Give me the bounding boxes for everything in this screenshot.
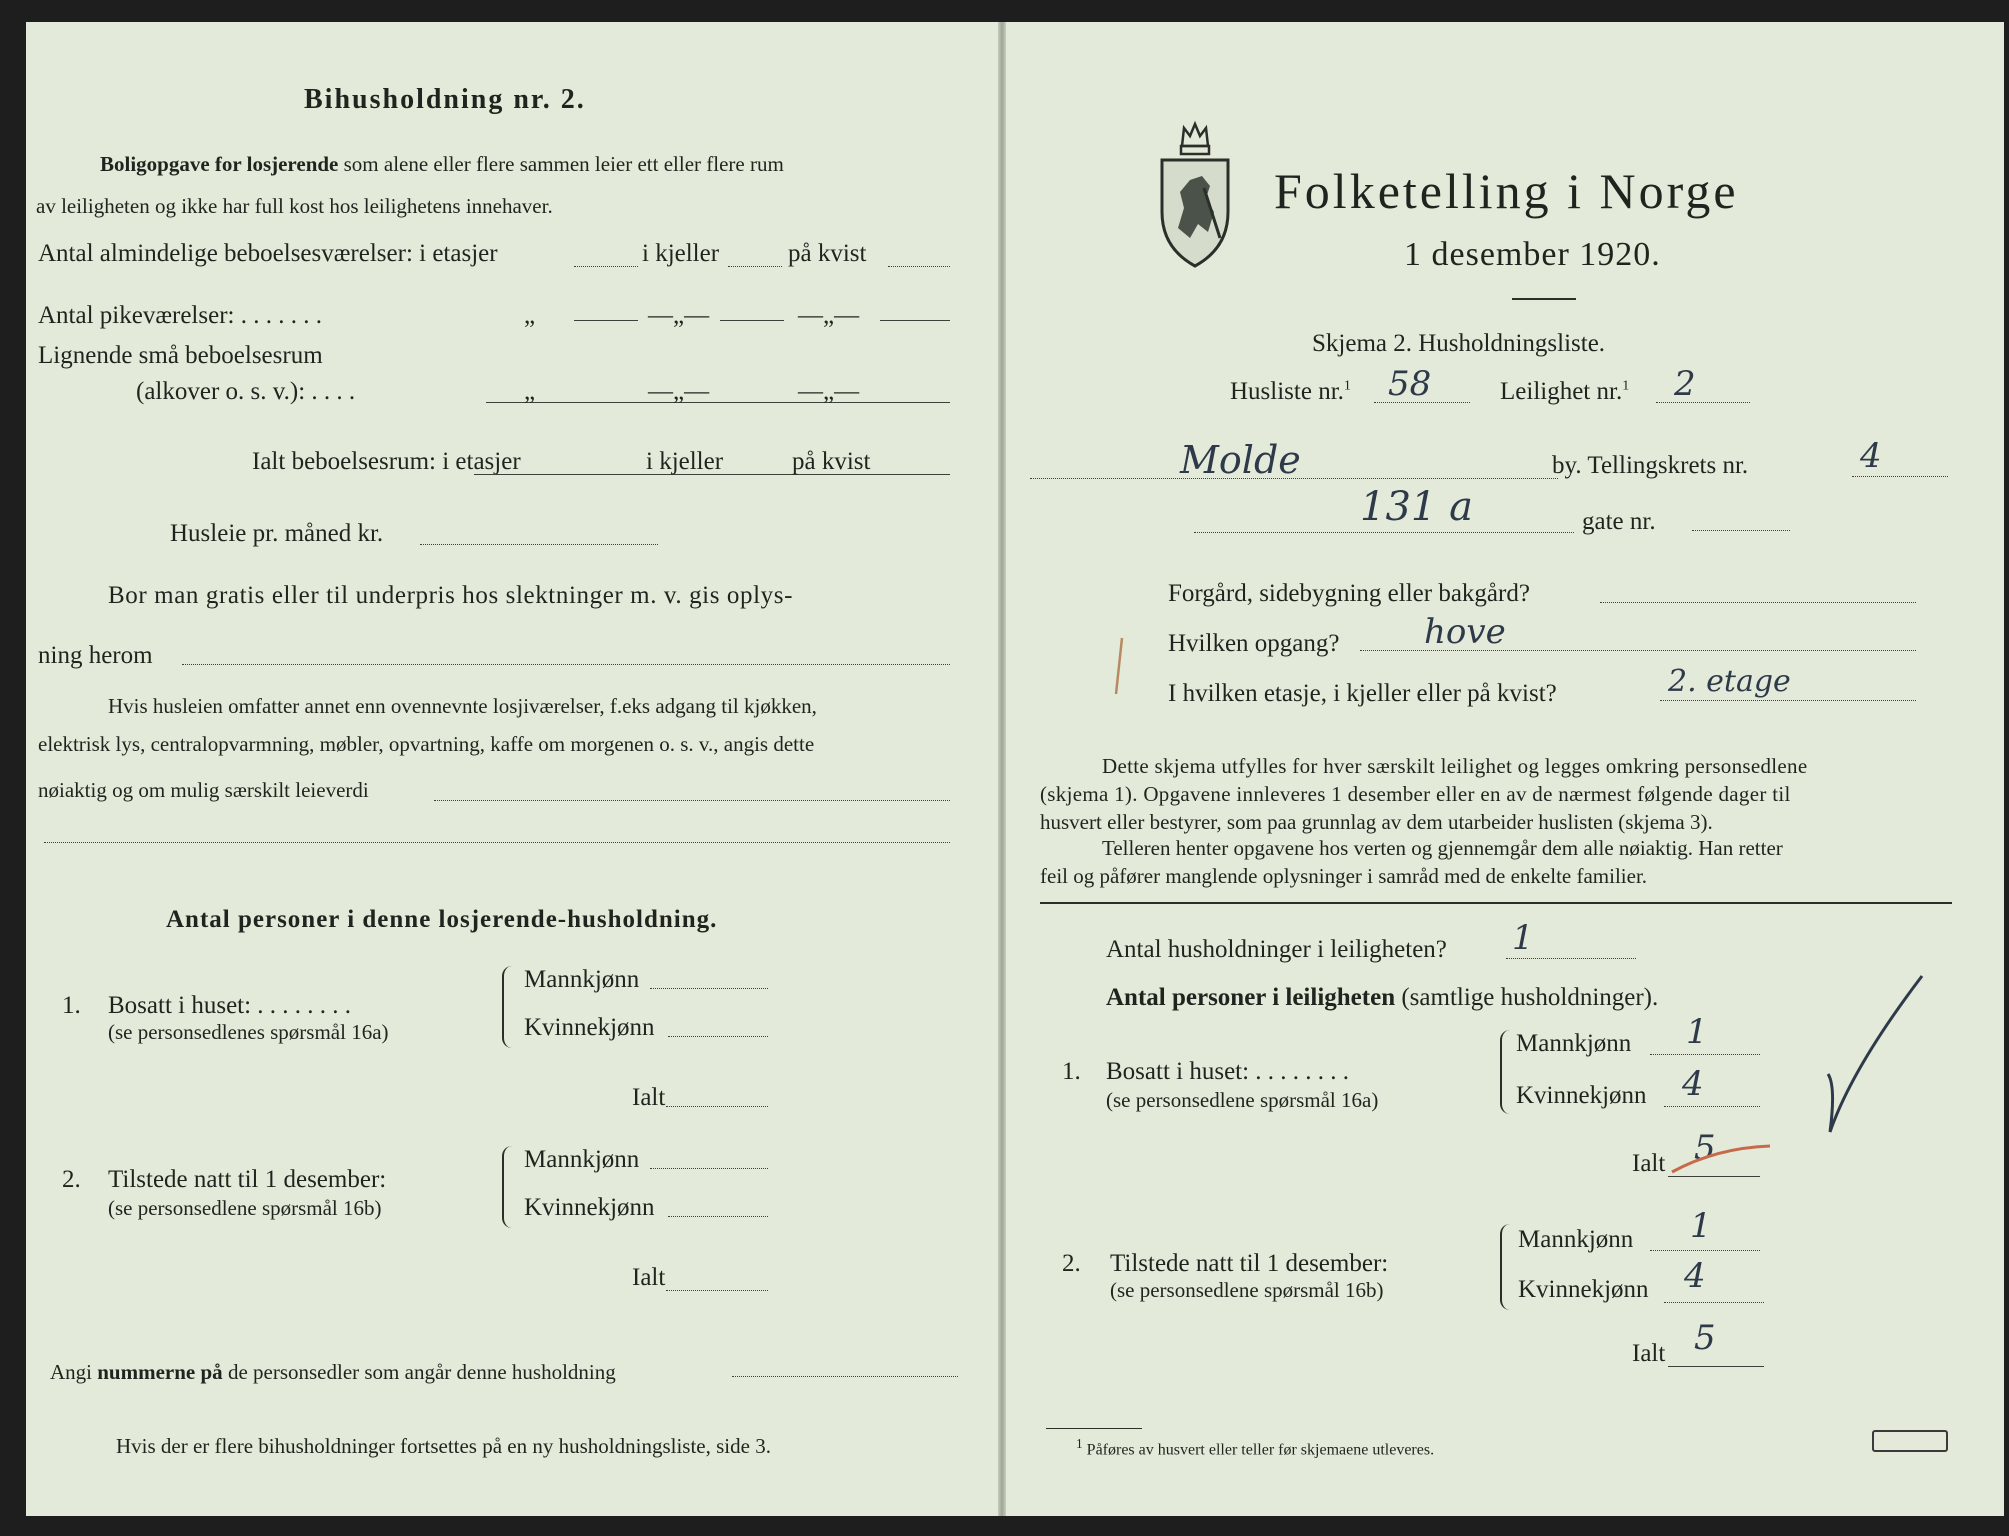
title-divider — [1512, 298, 1576, 300]
left-q1-sub: (se personsedlenes spørsmål 16a) — [108, 1020, 389, 1044]
right-q1-kvinne-label: Kvinnekjønn — [1516, 1082, 1647, 1109]
right-q2-sub: (se personsedlene spørsmål 16b) — [1110, 1278, 1384, 1302]
right-q2-ialt-label: Ialt — [1632, 1340, 1666, 1367]
left-q2-ialt-field[interactable] — [666, 1290, 768, 1291]
antal-pers-rest: (samtlige husholdninger). — [1401, 984, 1659, 1011]
leilighet-sup: 1 — [1622, 378, 1630, 394]
left-q1-brace — [502, 966, 514, 1048]
angi-pre: Angi — [50, 1360, 92, 1384]
footnote-text: Påføres av husvert eller teller før skjemaene utleveres. — [1086, 1441, 1435, 1459]
kvist-field[interactable] — [888, 266, 950, 267]
husleie-field[interactable] — [420, 544, 658, 545]
dette-text-2: (skjema 1). Opgavene innleveres 1 desember eller en av de nærmest følgende dager til — [1040, 782, 1791, 806]
etasje-field[interactable] — [1660, 700, 1916, 701]
right-q2-mann-value: 1 — [1690, 1206, 1712, 1246]
right-q1-mann-label: Mannkjønn — [1516, 1030, 1632, 1057]
right-q1-ialt-label: Ialt — [1632, 1150, 1666, 1177]
left-q1-mann-label: Mannkjønn — [524, 966, 640, 993]
left-q1-kvinne-label: Kvinnekjønn — [524, 1014, 655, 1041]
antal-pers-line — [1106, 984, 1658, 1012]
checkmark-icon — [1812, 968, 1932, 1138]
footnote-rule — [1046, 1428, 1142, 1429]
pikevaerelser-label: Antal pikeværelser: . . . . . . . — [38, 302, 322, 329]
husliste-text: Husliste nr. — [1230, 378, 1344, 405]
leilighet-text: Leilighet nr. — [1500, 378, 1623, 405]
ning-herom-field[interactable] — [182, 664, 950, 665]
right-q1-kvinne-value: 4 — [1682, 1064, 1704, 1104]
pike-kvist-field[interactable] — [880, 320, 950, 321]
right-q2-label: Tilstede natt til 1 desember: — [1110, 1250, 1389, 1277]
alkover-label: (alkover o. s. v.): . . . . — [136, 378, 356, 405]
antal-personer-heading: Antal personer i denne losjerende-husholdning. — [166, 906, 718, 933]
right-q2-mann-field[interactable] — [1650, 1250, 1760, 1251]
teller-text-2: feil og påfører manglende oplysninger i samråd med de enkelte familier. — [1040, 864, 1648, 888]
right-q2-mann-label: Mannkjønn — [1518, 1226, 1634, 1253]
hvis-text-3: nøiaktig og om mulig særskilt leieverdi — [38, 778, 369, 802]
ditto-6: —„— — [798, 378, 860, 405]
norway-coat-of-arms-icon — [1154, 120, 1236, 272]
right-q2-num: 2. — [1062, 1250, 1081, 1277]
left-q1-kvinne-field[interactable] — [668, 1036, 768, 1037]
pike-kjeller-field[interactable] — [720, 320, 784, 321]
left-q1-label: Bosatt i huset: . . . . . . . . — [108, 992, 352, 1019]
left-q1-ialt-label: Ialt — [632, 1084, 666, 1111]
left-q1-mann-field[interactable] — [650, 988, 768, 989]
lignende-label: Lignende små beboelsesrum — [38, 342, 323, 369]
leieverdi-field-2[interactable] — [44, 842, 950, 843]
page-fold — [998, 22, 1006, 1516]
left-q2-label: Tilstede natt til 1 desember: — [108, 1166, 387, 1193]
ditto-5: —„— — [648, 378, 710, 405]
ialt-beboelse-label: Ialt beboelsesrum: i etasjer — [252, 448, 521, 475]
antal-pers-bold: Antal personer i leiligheten — [1106, 984, 1396, 1011]
husliste-sup: 1 — [1343, 378, 1351, 394]
angi-line — [50, 1360, 616, 1385]
right-q2-kvinne-field[interactable] — [1664, 1302, 1764, 1303]
right-q1-num: 1. — [1062, 1058, 1081, 1085]
intro-bold: Boligopgave for losjerende — [100, 152, 339, 176]
left-q2-kvinne-field[interactable] — [668, 1216, 768, 1217]
right-q1-brace — [1500, 1030, 1512, 1114]
left-q2-kvinne-label: Kvinnekjønn — [524, 1194, 655, 1221]
right-q2-ialt-value: 5 — [1694, 1318, 1716, 1358]
pencil-mark-icon — [1112, 636, 1126, 698]
etasjer-field[interactable] — [574, 266, 638, 267]
ditto-4: „ — [524, 378, 536, 405]
left-q2-num: 2. — [62, 1166, 81, 1193]
antal-beboelse-label: Antal almindelige beboelsesværelser: i etasjer — [38, 240, 498, 267]
ialt-kvist-label: på kvist — [792, 448, 871, 475]
dette-text-3: husvert eller bestyrer, som paa grunnlag av dem utarbeider huslisten (skjema 3). — [1040, 810, 1713, 834]
left-q2-mann-label: Mannkjønn — [524, 1146, 640, 1173]
right-q2-brace — [1500, 1224, 1512, 1310]
left-q1-num: 1. — [62, 992, 81, 1019]
ditto-3: —„— — [798, 302, 860, 329]
gate-field[interactable] — [1194, 532, 1574, 533]
right-q1-sub: (se personsedlene spørsmål 16a) — [1106, 1088, 1379, 1112]
leilighet-field[interactable] — [1656, 402, 1750, 403]
ning-herom-label: ning herom — [38, 642, 153, 669]
ditto-2: —„— — [648, 302, 710, 329]
right-q2-ialt-field[interactable] — [1668, 1366, 1764, 1367]
antal-hush-field[interactable] — [1506, 958, 1636, 959]
footnote-line — [1076, 1436, 1434, 1459]
gate-value: 131 a — [1360, 484, 1473, 530]
right-q1-label: Bosatt i huset: . . . . . . . . — [1106, 1058, 1350, 1085]
forgaard-label: Forgård, sidebygning eller bakgård? — [1168, 580, 1530, 607]
forgaard-field[interactable] — [1600, 602, 1916, 603]
ditto-1: „ — [524, 302, 536, 329]
husliste-value: 58 — [1388, 364, 1432, 404]
gate-label: gate nr. — [1582, 508, 1656, 535]
etasje-label: I hvilken etasje, i kjeller eller på kvist? — [1168, 680, 1557, 707]
right-q1-mann-value: 1 — [1686, 1012, 1708, 1052]
left-q2-ialt-label: Ialt — [632, 1264, 666, 1291]
angi-field[interactable] — [732, 1376, 958, 1377]
bor-man-text: Bor man gratis eller til underpris hos slektninger m. v. gis oplys- — [108, 582, 794, 609]
left-footer: Hvis der er flere bihusholdninger fortsettes på en ny husholdningsliste, side 3. — [116, 1434, 771, 1458]
footnote-num: 1 — [1076, 1436, 1083, 1451]
section-divider — [1040, 902, 1952, 904]
right-q2-kvinne-value: 4 — [1684, 1256, 1706, 1296]
husleie-label: Husleie pr. måned kr. — [170, 520, 384, 547]
intro-line-2: av leiligheten og ikke har full kost hos leilighetens innehaver. — [36, 194, 553, 218]
antal-hush-label: Antal husholdninger i leiligheten? — [1106, 936, 1447, 963]
left-q2-brace — [502, 1146, 514, 1228]
dette-text-1: Dette skjema utfylles for hver særskilt leilighet og legges omkring personsedlene — [1102, 754, 1808, 778]
opgang-value: hove — [1424, 612, 1506, 652]
leilighet-label — [1500, 378, 1629, 406]
intro-rest: som alene eller flere sammen leier ett eller flere rum — [343, 152, 784, 176]
angi-rest: de personsedler som angår denne husholdning — [227, 1360, 616, 1384]
leilighet-value: 2 — [1674, 364, 1696, 404]
krets-field[interactable] — [1852, 476, 1948, 477]
gate-nr-field[interactable] — [1692, 530, 1790, 531]
opgang-label: Hvilken opgang? — [1168, 630, 1340, 657]
left-q2-mann-field[interactable] — [650, 1168, 768, 1169]
husliste-label — [1230, 378, 1351, 406]
kvist-label: på kvist — [788, 240, 867, 267]
by-label: by. Tellingskrets nr. — [1552, 452, 1749, 479]
strike-mark-icon — [1666, 1142, 1776, 1182]
ialt-kjeller-label: i kjeller — [646, 448, 724, 475]
alkover-line — [486, 402, 950, 403]
angi-mid: på — [200, 1360, 223, 1384]
hvis-text-1: Hvis husleien omfatter annet enn ovennevnte losjiværelser, f.eks adgang til kjøkken, — [108, 694, 817, 718]
right-date: 1 desember 1920. — [1404, 236, 1661, 273]
kjeller-label: i kjeller — [642, 240, 720, 267]
left-q2-sub: (se personsedlene spørsmål 16b) — [108, 1196, 382, 1220]
skjema-label: Skjema 2. Husholdningsliste. — [1312, 330, 1606, 357]
right-title: Folketelling i Norge — [1274, 163, 1739, 219]
right-q1-ialt-value: 5 — [1694, 1128, 1716, 1168]
krets-value: 4 — [1860, 436, 1882, 476]
intro-line-1 — [100, 152, 784, 177]
right-q1-kvinne-field[interactable] — [1664, 1106, 1760, 1107]
antal-hush-value: 1 — [1512, 918, 1534, 958]
kjeller-field[interactable] — [728, 266, 782, 267]
city-value: Molde — [1180, 438, 1301, 482]
etasje-value: 2. etage — [1668, 664, 1791, 699]
teller-text-1: Telleren henter opgavene hos verten og gjennemgår dem alle nøiaktig. Han retter — [1102, 836, 1783, 860]
angi-bold: nummerne — [97, 1360, 196, 1384]
right-q2-kvinne-label: Kvinnekjønn — [1518, 1276, 1649, 1303]
left-q1-ialt-field[interactable] — [666, 1106, 768, 1107]
printer-stamp-icon — [1872, 1430, 1948, 1452]
left-title: Bihusholdning nr. 2. — [304, 84, 586, 115]
pike-etasjer-field[interactable] — [574, 320, 638, 321]
hvis-text-2: elektrisk lys, centralopvarmning, møbler, opvartning, kaffe om morgenen o. s. v., angis dette — [38, 732, 815, 756]
leieverdi-field[interactable] — [434, 800, 950, 801]
right-q1-mann-field[interactable] — [1650, 1054, 1760, 1055]
